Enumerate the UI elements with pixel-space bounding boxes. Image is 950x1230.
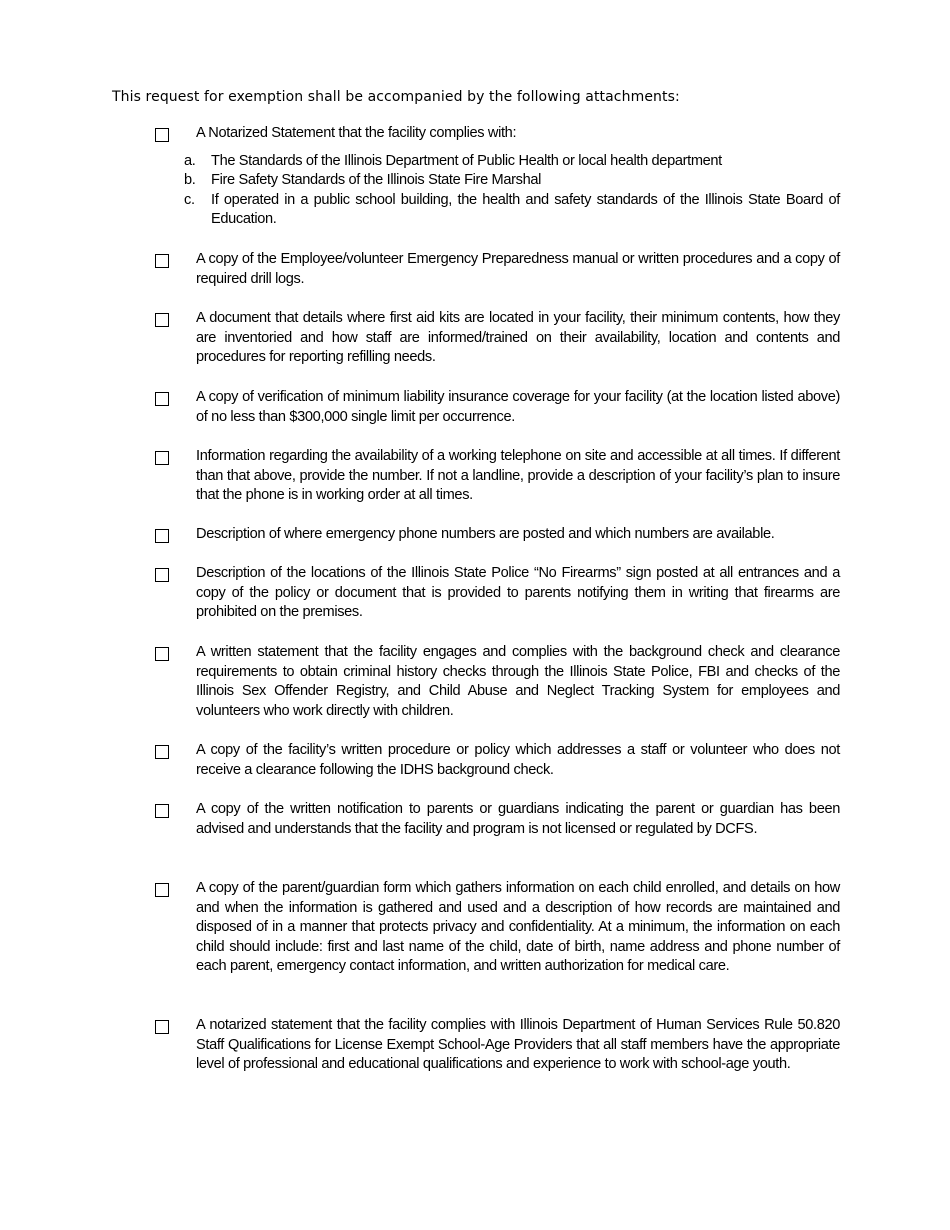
item-text: A copy of the parent/guardian form which gathers information on each child enrolled, and details on how and when the information is gathered and used and a description of how records are maintained and disposed of in a manner that protects privacy and confidentiality. At a minimum, the information on each child should include: first and last name of the child, date of birth, name address and phone number of each parent, emergency contact information, and written authorization for medical care. <box>196 880 840 975</box>
item-text: A copy of verification of minimum liability insurance coverage for your facility (at the location listed above) of no less than $300,000 single limit per occurrence. <box>196 389 840 425</box>
checkbox[interactable] <box>155 568 169 582</box>
attachment-item-first-aid <box>155 309 840 368</box>
subitem <box>184 191 840 230</box>
sublist <box>184 152 840 230</box>
subitem <box>184 171 840 191</box>
item-text: Description of the locations of the Illinois State Police “No Firearms” sign posted at all entrances and a copy of the policy or document that is provided to parents notifying them in writing that firearms are prohibited on the premises. <box>196 565 840 621</box>
attachment-item-telephone <box>155 447 840 506</box>
item-text: A Notarized Statement that the facility complies with: <box>196 125 517 141</box>
item-text: Description of where emergency phone numbers are posted and which numbers are available. <box>196 526 775 542</box>
checkbox[interactable] <box>155 529 169 543</box>
subitem <box>184 152 840 172</box>
attachment-item-background-check <box>155 643 840 721</box>
checkbox[interactable] <box>155 804 169 818</box>
item-text: A copy of the written notification to parents or guardians indicating the parent or guardian has been advised and understands that the facility and program is not licensed or regulated by DCFS. <box>196 801 840 837</box>
checkbox[interactable] <box>155 647 169 661</box>
subitem-text: Fire Safety Standards of the Illinois State Fire Marshal <box>211 172 541 189</box>
attachment-item-no-firearms <box>155 564 840 623</box>
attachment-item-staff-qualifications <box>155 1016 840 1075</box>
item-text: Information regarding the availability of a working telephone on site and accessible at all times. If different than that above, provide the number. If not a landline, provide a description of your facility’s plan to insure that the phone is in working order at all times. <box>196 448 840 504</box>
item-text: A notarized statement that the facility complies with Illinois Department of Human Services Rule 50.820 Staff Qualifications for License Exempt School-Age Providers that all staff members have the appropriate level of professional and educational qualifications and experience to work with school-age youth. <box>196 1017 840 1073</box>
checkbox[interactable] <box>155 451 169 465</box>
attachment-item-emergency-numbers <box>155 525 840 545</box>
intro-text: This request for exemption shall be accompanied by the following attachments: <box>112 89 680 105</box>
attachment-item-parent-form <box>155 879 840 977</box>
item-text: A copy of the facility’s written procedure or policy which addresses a staff or volunteer who does not receive a clearance following the IDHS background check. <box>196 742 840 778</box>
attachment-item-notarized-statement <box>155 124 840 230</box>
subitem-marker: b. <box>184 172 196 189</box>
checkbox[interactable] <box>155 392 169 406</box>
attachment-item-clearance-policy <box>155 741 840 780</box>
checkbox[interactable] <box>155 883 169 897</box>
checkbox[interactable] <box>155 254 169 268</box>
checkbox[interactable] <box>155 313 169 327</box>
subitem-text: If operated in a public school building, the health and safety standards of the Illinois State Board of Education. <box>211 191 840 228</box>
item-text: A copy of the Employee/volunteer Emergency Preparedness manual or written procedures and a copy of required drill logs. <box>196 251 840 287</box>
subitem-text: The Standards of the Illinois Department of Public Health or local health department <box>211 152 722 169</box>
attachment-item-insurance <box>155 388 840 427</box>
attachment-item-emergency-manual <box>155 250 840 289</box>
checkbox[interactable] <box>155 1020 169 1034</box>
subitem-marker: a. <box>184 152 196 169</box>
item-text: A document that details where first aid kits are located in your facility, their minimum contents, how they are inventoried and how staff are informed/trained on their availability, location and contents and procedures for reporting refilling needs. <box>196 310 840 366</box>
subitem-marker: c. <box>184 191 195 208</box>
checkbox[interactable] <box>155 128 169 142</box>
checkbox[interactable] <box>155 745 169 759</box>
attachment-item-parent-notification <box>155 800 840 839</box>
item-text: A written statement that the facility engages and complies with the background check and clearance requirements to obtain criminal history checks through the Illinois State Police, FBI and checks of the Illinois Sex Offender Registry, and Child Abuse and Neglect Tracking System for employees and volunteers who work directly with children. <box>196 644 840 719</box>
